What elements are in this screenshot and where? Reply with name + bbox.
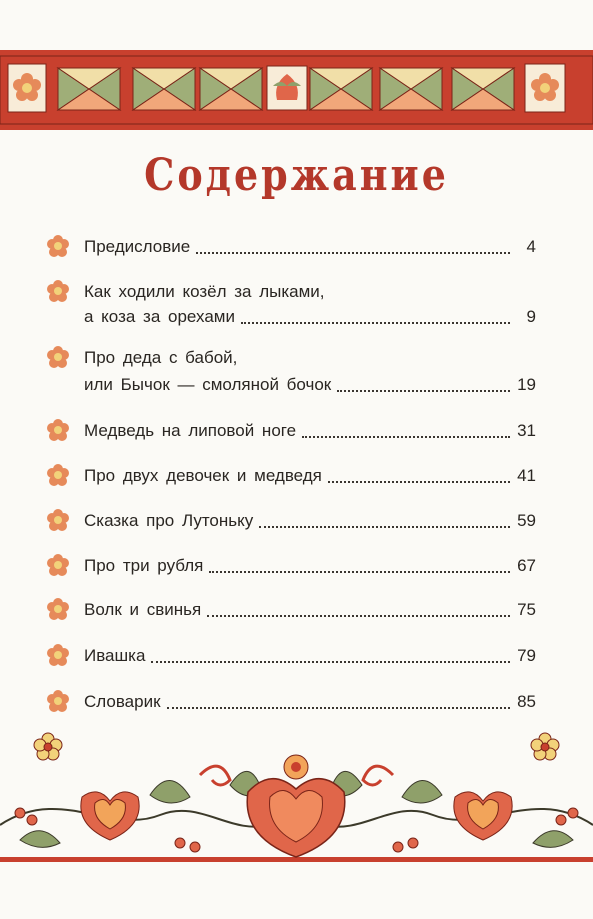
toc-entry-title: Про три рубля: [84, 556, 204, 575]
toc-entry-page: 85: [517, 692, 536, 711]
dot-leader: [302, 435, 510, 438]
toc-entry-title: а коза за орехами: [84, 307, 235, 326]
toc-entry-page: 75: [517, 600, 536, 619]
flower-icon: [44, 345, 72, 369]
flower-icon: [44, 689, 72, 713]
toc-entry-title: Словарик: [84, 692, 161, 711]
toc-entry-title: Как ходили козёл за лыками,: [84, 282, 325, 301]
toc-entry-title: Ивашка: [84, 646, 146, 665]
toc-entry-title: Про двух девочек и медведя: [84, 466, 322, 485]
dot-leader: [151, 660, 510, 663]
toc-entry-page: 19: [517, 375, 536, 394]
flower-icon: [44, 643, 72, 667]
toc-entry-page: 31: [517, 421, 536, 440]
toc-entry-page: 67: [517, 556, 536, 575]
dot-leader: [241, 321, 510, 324]
dot-leader: [259, 525, 510, 528]
toc-entry-title: или Бычок — смоляной бочок: [84, 375, 332, 394]
dot-leader: [328, 480, 510, 483]
toc-entry-title: Про деда с бабой,: [84, 348, 238, 367]
dot-leader: [209, 570, 510, 573]
toc-entry-page: 59: [517, 511, 536, 530]
page-title: Содержание: [144, 148, 449, 201]
toc-entry-title: Предисловие: [84, 237, 191, 256]
dot-leader: [196, 251, 510, 254]
toc-entry-page: 4: [526, 237, 536, 256]
toc-entry-title: Медведь на липовой ноге: [84, 421, 297, 440]
flower-icon: [44, 508, 72, 532]
toc-entry-page: 41: [517, 466, 536, 485]
flower-icon: [44, 279, 72, 303]
dot-leader: [337, 389, 510, 392]
flower-icon: [44, 234, 72, 258]
flower-icon: [44, 418, 72, 442]
toc-entry-title: Волк и свинья: [84, 600, 202, 619]
dot-leader: [167, 706, 510, 709]
folk-floral-ornament: [0, 725, 593, 875]
flower-icon: [44, 597, 72, 621]
toc-entry-page: 9: [526, 307, 536, 326]
flower-icon: [44, 463, 72, 487]
toc-entry-page: 79: [517, 646, 536, 665]
toc-entry-title: Сказка про Лутоньку: [84, 511, 254, 530]
flower-icon: [44, 553, 72, 577]
dot-leader: [207, 614, 510, 617]
